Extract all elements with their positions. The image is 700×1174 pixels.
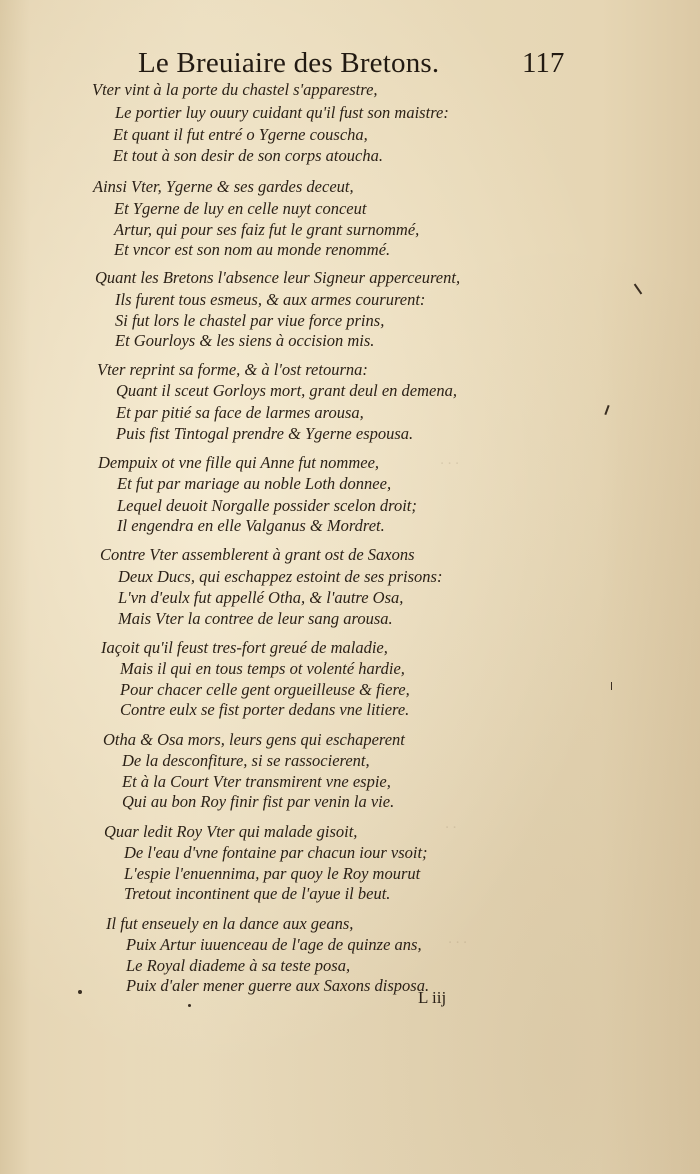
verse-line: Ainsi Vter, Ygerne & ses gardes deceut, — [93, 177, 354, 196]
verse-line: Mais Vter la contree de leur sang arousa. — [118, 609, 393, 628]
verse-line: Le portier luy ouury cuidant qu'il fust son maistre: — [115, 103, 449, 122]
verse-line: L'espie l'enuennima, par quoy le Roy mourut — [124, 864, 421, 883]
verse-line: Et quant il fut entré o Ygerne couscha, — [113, 125, 368, 144]
verse-line: Pour chacer celle gent orgueilleuse & fiere, — [120, 680, 410, 699]
verse-line: Et tout à son desir de son corps atoucha. — [113, 146, 383, 165]
verse-line: Et fut par mariage au noble Loth donnee, — [117, 474, 392, 493]
verse-line: Puix Artur iuuenceau de l'age de quinze ans, — [126, 935, 422, 954]
ink-mark — [634, 284, 643, 295]
verse-line: Artur, qui pour ses faiz fut le grant surnommé, — [114, 220, 420, 239]
running-title: Le Breuiaire des Bretons. — [138, 47, 440, 79]
verse-line: Et par pitié sa face de larmes arousa, — [116, 403, 364, 422]
verse-line: Contre eulx se fist porter dedans vne litiere. — [120, 700, 410, 719]
ink-speck — [78, 990, 82, 994]
page-number: 117 — [522, 47, 565, 79]
verse-line: Contre Vter assemblerent à grant ost de Saxons — [100, 545, 415, 564]
verse-line: Si fut lors le chastel par viue force prins, — [115, 311, 385, 330]
verse-line: Quar ledit Roy Vter qui malade gisoit, — [104, 822, 358, 841]
verse-line: De la desconfiture, si se rassocierent, — [122, 751, 370, 770]
verse-line: Ils furent tous esmeus, & aux armes coururent: — [115, 290, 426, 309]
verse-line: Il fut enseuely en la dance aux geans, — [106, 914, 354, 933]
verse-line: Et Gourloys & les siens à occision mis. — [115, 331, 375, 350]
verse-line: Puis fist Tintogal prendre & Ygerne espousa. — [116, 424, 414, 443]
verse-line: Quant les Bretons l'absence leur Signeur apperceurent, — [95, 268, 461, 287]
verse-line: Tretout incontinent que de l'ayue il beut. — [124, 884, 391, 903]
verse-line: Vter reprint sa forme, & à l'ost retourna: — [97, 360, 368, 379]
ink-mark — [604, 405, 609, 415]
verse-line: Quant il sceut Gorloys mort, grant deul en demena, — [116, 381, 457, 400]
verse-line: Otha & Osa mors, leurs gens qui eschaperent — [103, 730, 405, 749]
verse-line: De l'eau d'vne fontaine par chacun iour vsoit; — [124, 843, 428, 862]
verse-line: Le Royal diademe à sa teste posa, — [126, 956, 351, 975]
verse-line: L'vn d'eulx fut appellé Otha, & l'autre Osa, — [118, 588, 404, 607]
verse-line: Et Ygerne de luy en celle nuyt conceut — [114, 199, 367, 218]
verse-line: Il engendra en elle Valganus & Mordret. — [117, 516, 385, 535]
verse-line: Dempuix ot vne fille qui Anne fut nommee, — [98, 453, 380, 472]
verse-line: Iaçoit qu'il feust tres-fort greué de maladie, — [101, 638, 388, 657]
bleed-through-text: · · · — [448, 935, 467, 951]
signature-mark: L iij — [418, 988, 447, 1007]
verse-line: Mais il qui en tous temps ot volenté hardie, — [120, 659, 405, 678]
verse-line: Puix d'aler mener guerre aux Saxons disposa. — [126, 976, 430, 995]
verse-line: Et vncor est son nom au monde renommé. — [114, 240, 391, 259]
verse-line: Et à la Court Vter transmirent vne espie, — [122, 772, 391, 791]
ink-mark — [611, 682, 612, 690]
verse-line: Vter vint à la porte du chastel s'apparestre, — [92, 80, 378, 99]
verse-line: Lequel deuoit Norgalle possider scelon droit; — [117, 496, 417, 515]
bleed-through-text: · · · — [440, 456, 459, 472]
verse-line: Deux Ducs, qui eschappez estoint de ses prisons: — [118, 567, 443, 586]
bleed-through-text: · · — [445, 820, 457, 836]
ink-speck — [188, 1004, 191, 1007]
verse-line: Qui au bon Roy finir fist par venin la vie. — [122, 792, 395, 811]
